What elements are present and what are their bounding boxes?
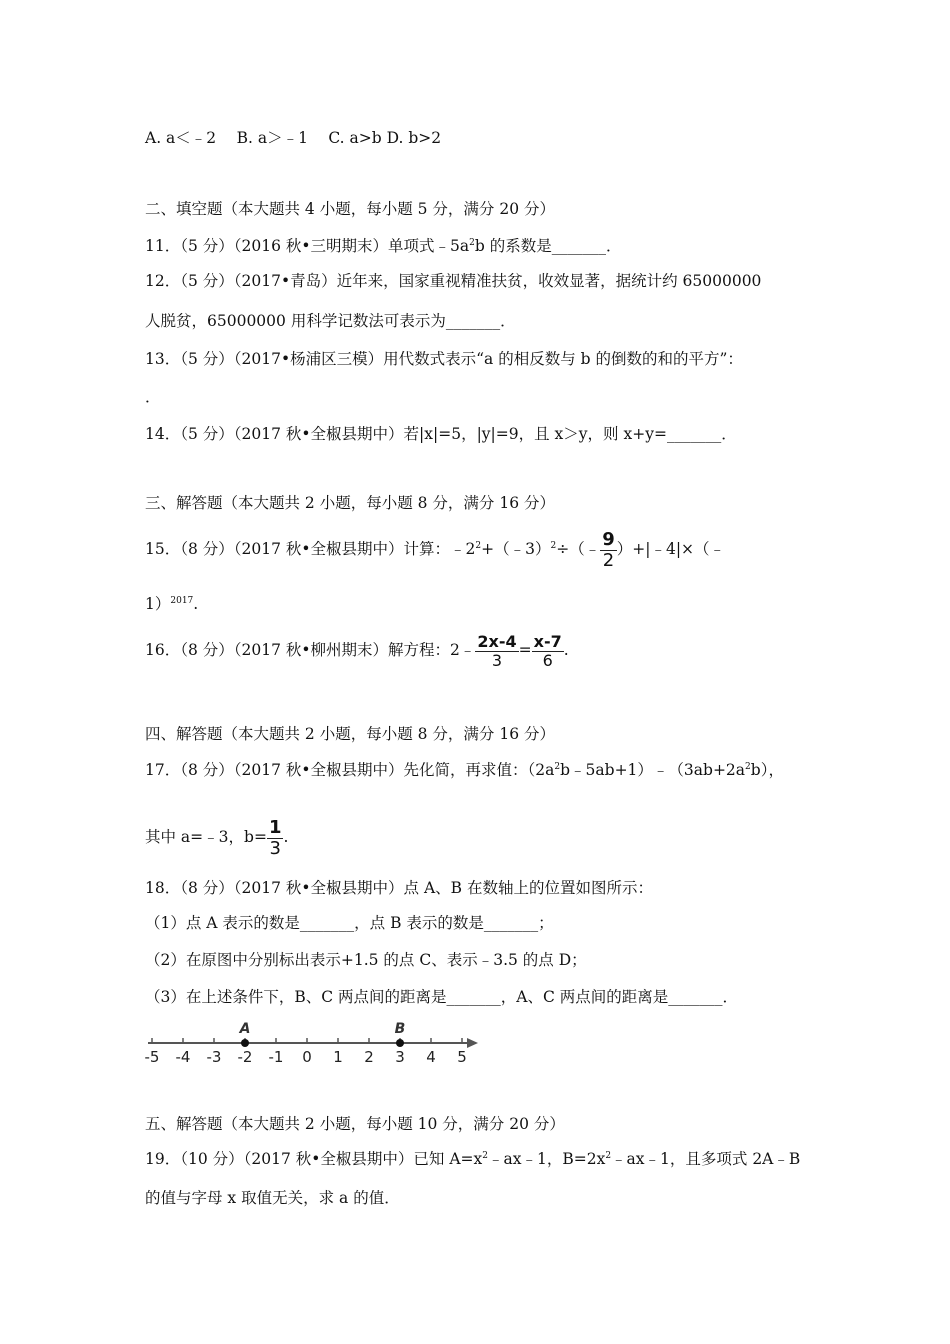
q11-text-b: b 的系数是_______．: [474, 237, 622, 255]
number-line-tick-label: -2: [237, 1048, 253, 1066]
number-line-tick-label: -5: [144, 1048, 160, 1066]
q15-line2: [145, 594, 198, 614]
section3-header: 三、解答题（本大题共 2 小题，每小题 8 分，满分 16 分）: [145, 494, 556, 512]
section5-header: 五、解答题（本大题共 2 小题，每小题 10 分，满分 20 分）: [145, 1115, 565, 1133]
q17-text-d: 其中 a=﹣3，b=: [145, 828, 267, 846]
number-line-point-label: B: [394, 1021, 406, 1037]
q19-text-b: ﹣ax﹣1，B=2x: [487, 1150, 606, 1168]
number-line-point-label: A: [239, 1021, 251, 1037]
q16-frac1-num: 2x-4: [477, 631, 517, 651]
q11-text-a: 11．（5 分）（2016 秋•三明期末）单项式﹣5a: [145, 237, 470, 255]
q13-line2: ．: [145, 388, 161, 406]
number-line-tick-label: 1: [333, 1048, 343, 1066]
q15-text-d: ）+|﹣4|×（﹣: [616, 540, 726, 558]
q13-line1: 13．（5 分）（2017•杨浦区三模）用代数式表示“a 的相反数与 b 的倒数的和的平方”：: [145, 350, 743, 368]
q15-exp3: 2017: [170, 596, 194, 606]
q16-equals: =: [518, 641, 532, 659]
number-line-point: [241, 1039, 249, 1047]
number-line-tick-label: -1: [268, 1048, 284, 1066]
q15-frac-num: 9: [602, 528, 615, 550]
number-line-tick-label: 0: [302, 1048, 312, 1066]
number-line-tick-label: -4: [175, 1048, 191, 1066]
q16-frac2-num: x-7: [533, 631, 562, 651]
q17-line2: [145, 815, 288, 859]
q16: [145, 628, 569, 672]
q12-line1: 12．（5 分）（2017•青岛）近年来，国家重视精准扶贫，收效显著，据统计约 65000000: [145, 272, 762, 290]
q15-line1: [145, 527, 725, 571]
q17-frac-den: 3: [269, 837, 281, 859]
q18-part2: （2）在原图中分别标出表示+1.5 的点 C、表示﹣3.5 的点 D；: [145, 951, 587, 969]
q19-line1: [145, 1149, 800, 1169]
q15-exp2: 2: [550, 541, 557, 551]
number-line-tick-label: -3: [206, 1048, 222, 1066]
number-line-tick-label: 2: [364, 1048, 374, 1066]
q19-text-c: ﹣ax﹣1，且多项式 2A﹣B: [611, 1150, 801, 1168]
q15-text-c: ÷（﹣: [556, 540, 601, 558]
q16-text-a: 16．（8 分）（2017 秋•柳州期末）解方程：2﹣: [145, 641, 476, 659]
q18-part1: （1）点 A 表示的数是_______，点 B 表示的数是_______；: [145, 914, 554, 932]
q17-text-b: b﹣5ab+1）﹣（3ab+2a: [560, 761, 746, 779]
number-line-tick-label: 5: [457, 1048, 467, 1066]
number-line-arrow: [467, 1038, 478, 1048]
q19-exp2: 2: [605, 1151, 612, 1161]
q16-frac1-den: 3: [491, 650, 503, 670]
number-line-point: [396, 1039, 404, 1047]
q15-text-e: 1）: [145, 595, 171, 613]
q15-exp1: 2: [475, 541, 482, 551]
q12-line2: 人脱贫，65000000 用科学记数法可表示为_______．: [145, 312, 516, 330]
q17-exp2: 2: [745, 762, 751, 772]
q19-text-a: 19．（10 分）（2017 秋•全椒县期中）已知 A=x: [145, 1150, 483, 1168]
section2-header: 二、填空题（本大题共 4 小题，每小题 5 分，满分 20 分）: [145, 200, 556, 218]
q14: 14．（5 分）（2017 秋•全椒县期中）若|x|=5，|y|=9，且 x＞y，则 x+y=_______．: [145, 425, 737, 443]
q19-line2: 的值与字母 x 取值无关，求 a 的值．: [145, 1189, 400, 1207]
q17-text-c: b），: [750, 761, 784, 779]
number-line: [140, 1012, 490, 1068]
q17-fraction: [267, 818, 284, 859]
q17-frac-num: 1: [268, 816, 282, 838]
q17-end: .: [283, 828, 289, 846]
q15-frac-den: 2: [602, 549, 615, 571]
q11-exponent: 2: [469, 238, 475, 248]
q18-part3: （3）在上述条件下，B、C 两点间的距离是_______，A、C 两点间的距离是_______．: [145, 988, 739, 1006]
number-line-tick-label: 3: [395, 1048, 405, 1066]
q15-text-f: .: [193, 595, 199, 613]
q15-text-a: 15．（8 分）（2017 秋•全椒县期中）计算：﹣2: [145, 540, 476, 558]
q19-exp1: 2: [482, 1151, 488, 1161]
q16-frac2-den: 6: [542, 650, 553, 670]
q10-options: A. a＜﹣2 B. a＞﹣1 C. a>b D. b>2: [145, 129, 442, 147]
q16-fraction2: [532, 633, 564, 670]
section4-header: 四、解答题（本大题共 2 小题，每小题 8 分，满分 16 分）: [145, 725, 556, 743]
q17-line1: [145, 760, 784, 780]
q17-exp1: 2: [554, 762, 561, 772]
q15-text-b: +（﹣3）: [481, 540, 551, 558]
q16-end: .: [563, 641, 569, 659]
number-line-tick-label: 4: [426, 1048, 436, 1066]
q17-text-a: 17．（8 分）（2017 秋•全椒县期中）先化简，再求值：（2a: [145, 761, 555, 779]
q15-fraction: [600, 530, 617, 571]
q11: [145, 236, 621, 256]
q18-stem: 18．（8 分）（2017 秋•全椒县期中）点 A、B 在数轴上的位置如图所示：: [145, 879, 653, 897]
q16-fraction1: [475, 633, 518, 670]
